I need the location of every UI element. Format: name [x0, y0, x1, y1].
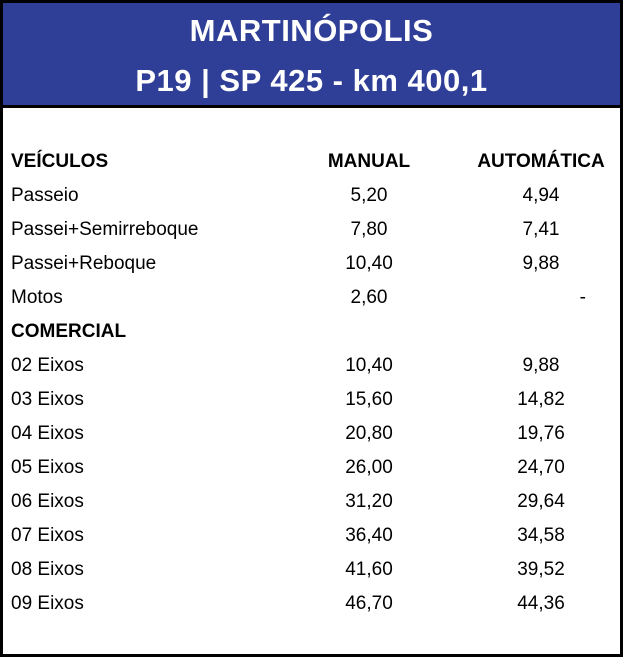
table-row — [11, 249, 611, 283]
header-banner — [3, 3, 620, 108]
vehicle-label: 08 Eixos — [11, 559, 84, 580]
column-header-vehicles: VEÍCULOS — [11, 151, 109, 172]
manual-value: 36,40 — [345, 525, 393, 546]
vehicle-label: Passeio — [11, 185, 79, 206]
table-row — [11, 419, 611, 453]
manual-value: 31,20 — [345, 491, 393, 512]
table-row — [11, 215, 611, 249]
vehicle-label: 04 Eixos — [11, 423, 84, 444]
table-row — [11, 487, 611, 521]
section-label-commercial: COMERCIAL — [11, 321, 127, 342]
manual-value: 15,60 — [345, 389, 393, 410]
vehicle-label: Passei+Reboque — [11, 253, 157, 274]
automatic-value: 44,36 — [517, 593, 565, 614]
manual-value: 2,60 — [350, 287, 388, 308]
vehicle-label: Passei+Semirreboque — [11, 219, 199, 240]
table-row — [11, 521, 611, 555]
automatic-value: 34,58 — [517, 525, 565, 546]
automatic-value: 4,94 — [522, 185, 560, 206]
manual-value: 5,20 — [350, 185, 388, 206]
manual-value: 7,80 — [350, 219, 388, 240]
section-header-row — [11, 317, 611, 351]
table-row — [11, 453, 611, 487]
vehicle-label: 02 Eixos — [11, 355, 84, 376]
automatic-value: 9,88 — [522, 355, 560, 376]
manual-value: 10,40 — [345, 253, 393, 274]
table-header-row — [11, 147, 611, 181]
automatic-value: 19,76 — [517, 423, 565, 444]
automatic-value: 24,70 — [517, 457, 565, 478]
automatic-value: 7,41 — [522, 219, 560, 240]
manual-value: 10,40 — [345, 355, 393, 376]
manual-value: 41,60 — [345, 559, 393, 580]
table-row — [11, 555, 611, 589]
table-row — [11, 385, 611, 419]
vehicle-label: 05 Eixos — [11, 457, 84, 478]
automatic-value: 39,52 — [517, 559, 565, 580]
column-header-manual: MANUAL — [327, 151, 411, 172]
page-title: MARTINÓPOLIS — [189, 13, 434, 48]
manual-value: 20,80 — [345, 423, 393, 444]
manual-value: 26,00 — [345, 457, 393, 478]
toll-table — [11, 147, 611, 623]
table-row — [11, 283, 611, 317]
vehicle-label: 06 Eixos — [11, 491, 84, 512]
automatic-value: - — [579, 287, 586, 308]
automatic-value: 14,82 — [517, 389, 565, 410]
manual-value: 46,70 — [345, 593, 393, 614]
automatic-value: 29,64 — [517, 491, 565, 512]
automatic-value: 9,88 — [522, 253, 560, 274]
vehicle-label: 09 Eixos — [11, 593, 84, 614]
page-subtitle: P19 | SP 425 - km 400,1 — [135, 63, 488, 98]
table-row — [11, 351, 611, 385]
table-row — [11, 181, 611, 215]
vehicle-label: 03 Eixos — [11, 389, 84, 410]
vehicle-label: Motos — [11, 287, 63, 308]
column-header-automatic: AUTOMÁTICA — [477, 151, 605, 172]
vehicle-label: 07 Eixos — [11, 525, 84, 546]
table-row — [11, 589, 611, 623]
